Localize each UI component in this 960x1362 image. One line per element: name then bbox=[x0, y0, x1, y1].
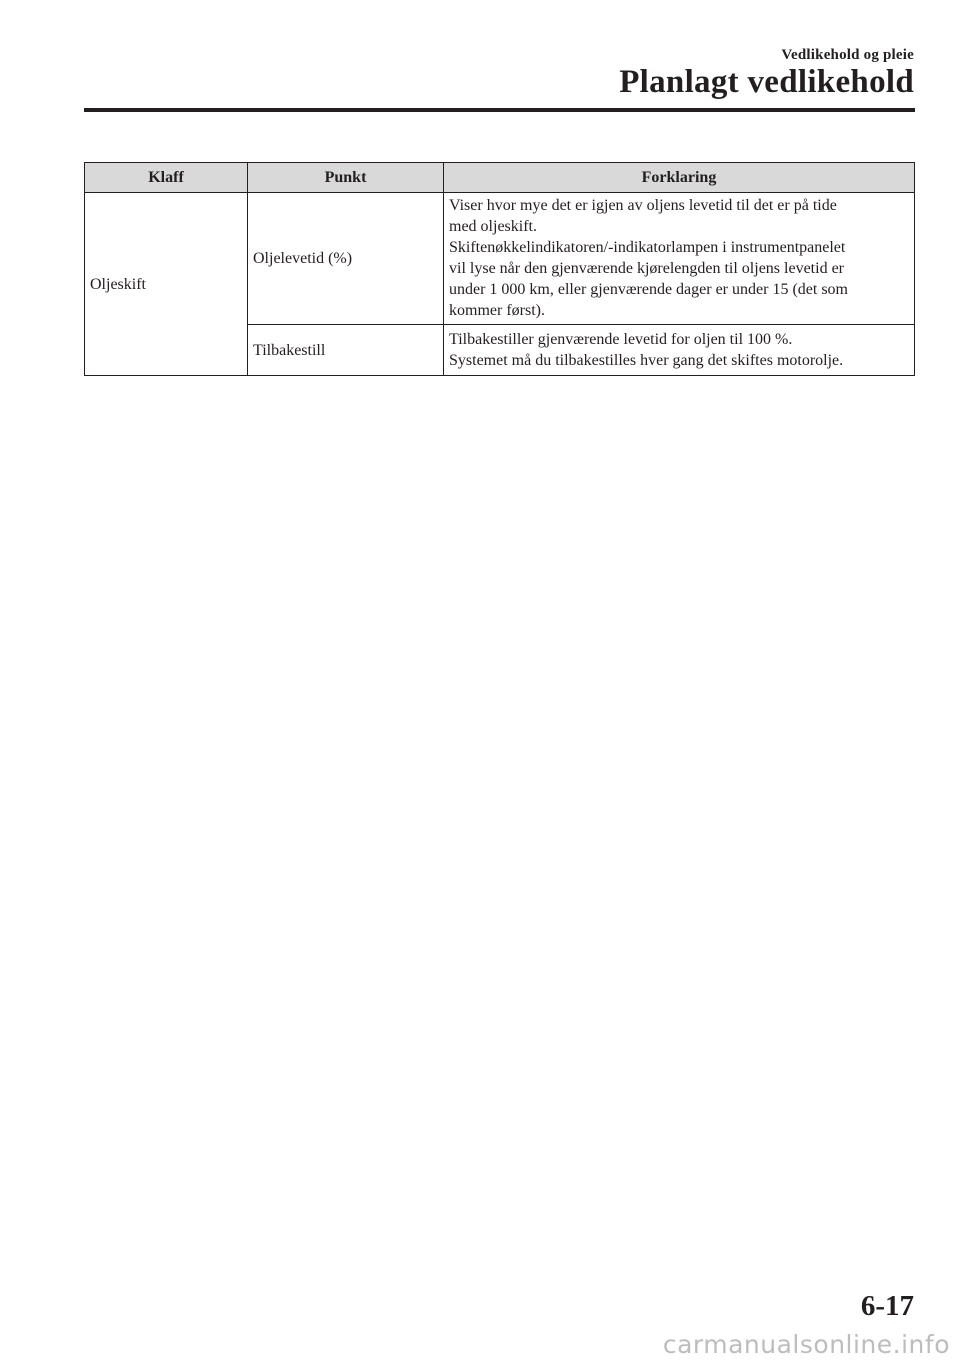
forklaring-line: Tilbakestiller gjenværende levetid for oljen til 100 %. bbox=[449, 331, 793, 348]
maintenance-table bbox=[84, 162, 915, 376]
punkt-cell: Oljelevetid (%) bbox=[248, 193, 444, 325]
column-header-punkt: Punkt bbox=[248, 163, 444, 193]
table-header-row bbox=[85, 163, 915, 193]
table-row bbox=[85, 193, 915, 325]
klaff-cell: Oljeskift bbox=[85, 193, 248, 376]
watermark-text: carmanualsonline.info bbox=[662, 1330, 950, 1359]
forklaring-cell bbox=[444, 193, 915, 325]
forklaring-line: Systemet må du tilbakestilles hver gang det skiftes motorolje. bbox=[449, 352, 844, 369]
column-header-forklaring: Forklaring bbox=[444, 163, 915, 193]
forklaring-line: med oljeskift. bbox=[449, 218, 537, 235]
forklaring-cell bbox=[444, 325, 915, 376]
header-rule bbox=[84, 108, 915, 112]
page-number: 6-17 bbox=[860, 1290, 914, 1322]
punkt-cell: Tilbakestill bbox=[248, 325, 444, 376]
column-header-klaff: Klaff bbox=[85, 163, 248, 193]
section-label: Vedlikehold og pleie bbox=[781, 47, 914, 63]
forklaring-line: vil lyse når den gjenværende kjørelengden til oljens levetid er bbox=[449, 260, 844, 277]
forklaring-line: under 1 000 km, eller gjenværende dager er under 15 (det som bbox=[449, 281, 848, 298]
forklaring-line: Viser hvor mye det er igjen av oljens levetid til det er på tide bbox=[449, 197, 837, 214]
forklaring-line: kommer først). bbox=[449, 302, 545, 319]
forklaring-line: Skiftenøkkelindikatoren/-indikatorlampen i instrumentpanelet bbox=[449, 239, 846, 256]
page-title: Planlagt vedlikehold bbox=[619, 64, 914, 100]
